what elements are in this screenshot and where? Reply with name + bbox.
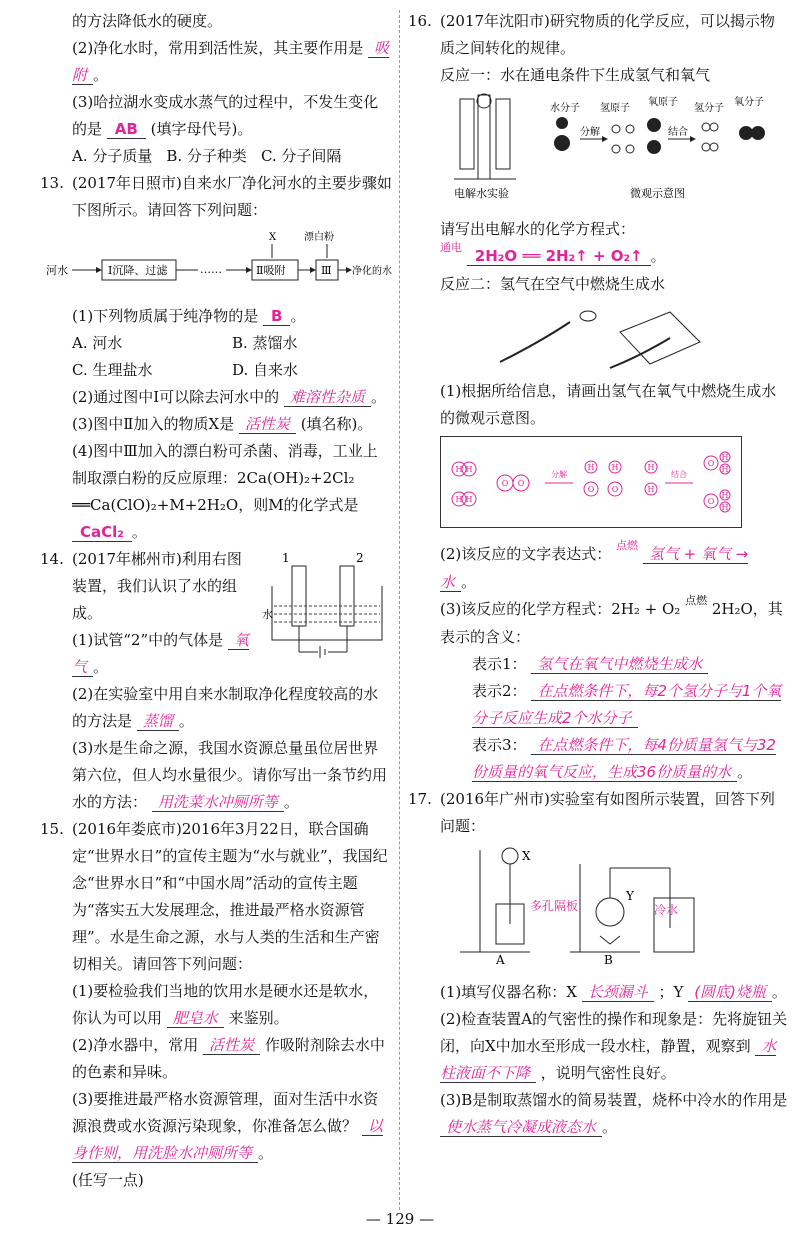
q16-stem: 16. (2017年沈阳市)研究物质的化学反应，可以揭示物质之间转化的规律。 xyxy=(408,12,775,57)
q17-3: (3)B是制取蒸馏水的简易装置，烧杯中冷水的作用是 使水蒸气冷凝成液态水 。 xyxy=(440,1091,788,1136)
reaction2-figure xyxy=(408,302,788,374)
q14-3: (3)水是生命之源，我国水资源总量虽位居世界第六位，但人均水量很少。请你写出一条节约用水的方法： 用洗菜水冲厕所等 。 xyxy=(72,739,388,811)
q13-4-answer: CaCl₂ xyxy=(72,523,132,542)
q15-1: (1)要检验我们当地的饮用水是硬水还是软水，你认为可以用 肥皂水 来鉴别。 xyxy=(72,982,379,1027)
svg-text:O: O xyxy=(587,485,595,494)
q14-3-answer: 用洗菜水冲厕所等 xyxy=(152,793,284,812)
option-c: C. 生理盐水 xyxy=(72,361,153,379)
reaction2-q3: (3)该反应的化学方程式：2H₂ + O₂ $^{点燃}$ 2H₂O，其表示的含义： xyxy=(440,594,783,646)
option-b: B. 分子种类 xyxy=(166,147,247,165)
flow-output-label: 净化的水 xyxy=(352,266,392,277)
tube-1-label: 1 xyxy=(282,551,290,565)
q12-2: (2)净化水时，常用到活性炭，其主要作用是 吸附 。 xyxy=(72,39,390,84)
reaction2-q2-answer: 氢气 + 氧气 → 水 xyxy=(440,545,749,591)
column-divider xyxy=(399,10,400,1210)
q17-apparatus-figure xyxy=(408,844,788,975)
h-molecule-label: 氢分子 xyxy=(694,103,724,114)
q17-2-answer: 水柱液面不下降 xyxy=(440,1037,777,1082)
left-column xyxy=(40,8,392,1194)
flow-step3-label: Ⅲ xyxy=(321,264,332,277)
water-label: 水 xyxy=(262,608,273,621)
svg-text:H: H xyxy=(647,463,655,472)
reaction1-answer-line: $^{通电}$ 2H₂O ══ 2H₂↑ + O₂↑ 。 xyxy=(440,241,666,265)
q13-1: (1)下列物质属于纯净物的是 B 。 xyxy=(72,307,306,325)
meaning-3: 表示3： 在点燃条件下，每4份质量氢气与32份质量的氧气反应，生成36份质量的水 。 xyxy=(472,736,776,781)
q15-2-answer: 活性炭 xyxy=(203,1036,260,1055)
option-c: C. 分子间隔 xyxy=(260,147,342,165)
q14-stem: 14. (2017年郴州市)利用右图装置，我们认识了水的组成。 xyxy=(40,550,242,622)
q13-3-answer: 活性炭 xyxy=(239,415,296,434)
o-molecule-label: 氧分子 xyxy=(734,97,764,108)
svg-text:结合: 结合 xyxy=(671,470,687,479)
flow-dots: …… xyxy=(200,263,222,276)
reaction1-question: 请写出电解水的化学方程式： xyxy=(440,220,636,238)
q12-tail: 的方法降低水的硬度。 xyxy=(72,12,223,30)
word-eq-condition: 点燃 xyxy=(616,539,639,552)
q15-stem: 15. (2016年娄底市)2016年3月22日，联合国确定“世界水日”的宣传主题为“水与就业”，我国纪念“世界水日”和“中国水周”活动的宣传主题为“落实五大发展理念，推进最严格水资源管理”。水是生命之源，水与人类的生活和生产密切相关。请回答下列问题： xyxy=(40,820,388,973)
flow-river-label: 河水 xyxy=(46,264,68,277)
svg-text:H: H xyxy=(721,491,729,500)
svg-text:O: O xyxy=(707,497,715,506)
q14-1: (1)试管“2”中的气体是 氧气 。 xyxy=(72,631,249,676)
q14-2: (2)在实验室中用自来水制取净化程度较高的水的方法是 蒸馏 。 xyxy=(72,685,379,730)
label-porous-plate: 多孔隔板 xyxy=(530,899,579,913)
q17-3-answer: 使水蒸气冷凝成液态水 xyxy=(440,1118,602,1137)
meaning-2-answer: 在点燃条件下，每2个氢分子与1个氧分子反应生成2个水分子 xyxy=(472,682,782,727)
q17-stem: 17. (2016年广州市)实验室有如图所示装置，回答下列问题： xyxy=(408,790,775,835)
right-column xyxy=(408,8,788,1141)
reaction1-figure xyxy=(408,93,788,212)
micro-caption: 微观示意图 xyxy=(630,187,685,200)
q14-2-answer: 蒸馏 xyxy=(137,712,179,731)
electrolysis-apparatus xyxy=(262,548,392,658)
split-label: 分解 xyxy=(580,127,600,138)
tube-2-label: 2 xyxy=(356,551,364,565)
q13-1-options xyxy=(40,330,392,384)
h-atom-label: 氢原子 xyxy=(600,103,630,114)
meaning-3-answer: 在点燃条件下，每4份质量氢气与32份质量的氧气反应，生成36份质量的水 xyxy=(472,736,776,781)
q15-3-answer: 以身作则，用洗脸水冲厕所等 xyxy=(72,1117,383,1162)
label-cold-water: 冷水 xyxy=(654,903,679,917)
q15-3-note: (任写一点) xyxy=(72,1171,144,1189)
q15-2: (2)净水器中，常用 活性炭 作吸附剂除去水中的色素和异味。 xyxy=(72,1036,385,1081)
svg-text:H: H xyxy=(721,465,729,474)
combine-label: 结合 xyxy=(668,127,688,138)
q13-3: (3)图中Ⅱ加入的物质X是 活性炭 (填名称)。 xyxy=(72,415,373,433)
q13-stem: 13. (2017年日照市)自来水厂净化河水的主要步骤如下图所示。请回答下列问题： xyxy=(40,174,392,219)
meaning-2: 表示2： 在点燃条件下，每2个氢分子与1个氧分子反应生成2个水分子 xyxy=(472,682,782,727)
o-atom-label: 氧原子 xyxy=(648,97,678,108)
ignite-condition: 点燃 xyxy=(685,594,708,607)
q12-2-answer: 吸附 xyxy=(72,39,390,84)
q12-3-answer: AB xyxy=(107,120,146,139)
svg-text:H: H xyxy=(465,495,473,504)
svg-text:H: H xyxy=(721,453,729,462)
svg-text:O: O xyxy=(611,485,619,494)
q17-1-y-answer: (圆底)烧瓶 xyxy=(688,983,772,1002)
svg-text:H: H xyxy=(455,495,463,504)
label-a: A xyxy=(496,953,505,966)
water-molecule-label: 水分子 xyxy=(550,103,580,114)
q14-block xyxy=(40,546,392,681)
svg-text:O: O xyxy=(707,459,715,468)
svg-text:H: H xyxy=(465,465,473,474)
q13-flow-diagram xyxy=(40,228,392,299)
q13-2: (2)通过图中Ⅰ可以除去河水中的 难溶性杂质 。 xyxy=(72,388,386,406)
reaction1-answer: 2H₂O ══ 2H₂↑ + O₂↑ xyxy=(467,247,651,266)
q13-4: (4)图中Ⅲ加入的漂白粉可杀菌、消毒，工业上制取漂白粉的反应原理：2Ca(OH)₂+2Cl₂ ══Ca(ClO)₂+M+2H₂O，则M的化学式是 CaCl₂ 。 xyxy=(72,442,378,541)
svg-text:O: O xyxy=(501,479,509,488)
q13-2-answer: 难溶性杂质 xyxy=(284,388,371,407)
reaction2-q1: (1)根据所给信息，请画出氢气在氧气中燃烧生成水的微观示意图。 xyxy=(440,382,777,427)
q17-1-x-answer: 长颈漏斗 xyxy=(582,983,654,1002)
option-d: D. 自来水 xyxy=(232,361,299,379)
reaction1-title: 反应一：水在通电条件下生成氢气和氧气 xyxy=(440,66,711,84)
page-number: — 129 — xyxy=(365,1210,435,1228)
q17-1: (1)填写仪器名称：X 长颈漏斗 ；Y (圆底)烧瓶 。 xyxy=(440,983,787,1001)
q14-1-answer: 氧气 xyxy=(72,631,249,676)
meaning-1: 表示1： 氢气在氧气中燃烧生成水 xyxy=(408,651,788,678)
svg-text:H: H xyxy=(647,485,655,494)
option-a: A. 河水 xyxy=(72,334,123,352)
q15-1-answer: 肥皂水 xyxy=(167,1009,224,1028)
svg-text:H: H xyxy=(587,463,595,472)
flow-step1-label: Ⅰ沉降、过滤 xyxy=(108,264,168,277)
q17-2: (2)检查装置A的气密性的操作和现象是：先将旋钮关闭，向X中加水至形成一段水柱，静置，观察到 水柱液面不下降 ，说明气密性良好。 xyxy=(440,1010,788,1082)
option-a: A. 分子质量 xyxy=(72,147,153,165)
reaction2-title: 反应二：氢气在空气中燃烧生成水 xyxy=(440,275,666,293)
svg-text:H: H xyxy=(455,465,463,474)
flow-bleach-label: 漂白粉 xyxy=(304,232,334,243)
label-x: X xyxy=(522,849,531,863)
electrolysis-condition: 通电 xyxy=(440,241,462,254)
q13-1-answer: B xyxy=(263,307,290,326)
reaction2-drawing-box xyxy=(408,436,788,537)
q12-3: (3)哈拉湖水变成水蒸气的过程中，不发生变化的是 AB (填字母代号)。 xyxy=(72,93,379,138)
svg-text:分解: 分解 xyxy=(551,470,567,479)
svg-text:O: O xyxy=(517,479,525,488)
label-b: B xyxy=(604,953,613,966)
label-y: Y xyxy=(626,889,634,903)
option-b: B. 蒸馏水 xyxy=(232,334,298,352)
q15-3: (3)要推进最严格水资源管理，面对生活中水资源浪费或水资源污染现象，你准备怎么做？ 以身作则，用洗脸水冲厕所等 。 xyxy=(72,1090,383,1162)
exp-caption: 电解水实验 xyxy=(454,187,509,200)
svg-text:H: H xyxy=(721,503,729,512)
q12-3-options xyxy=(40,143,392,170)
flow-x-label: X xyxy=(269,232,277,243)
meaning-1-answer: 氢气在氧气中燃烧生成水 xyxy=(531,655,708,674)
svg-text:H: H xyxy=(611,463,619,472)
reaction2-q2: (2)该反应的文字表达式： $^{点燃}$ 氢气 + 氧气 → 水 。 xyxy=(440,539,749,591)
flow-step2-label: Ⅱ吸附 xyxy=(256,264,286,277)
